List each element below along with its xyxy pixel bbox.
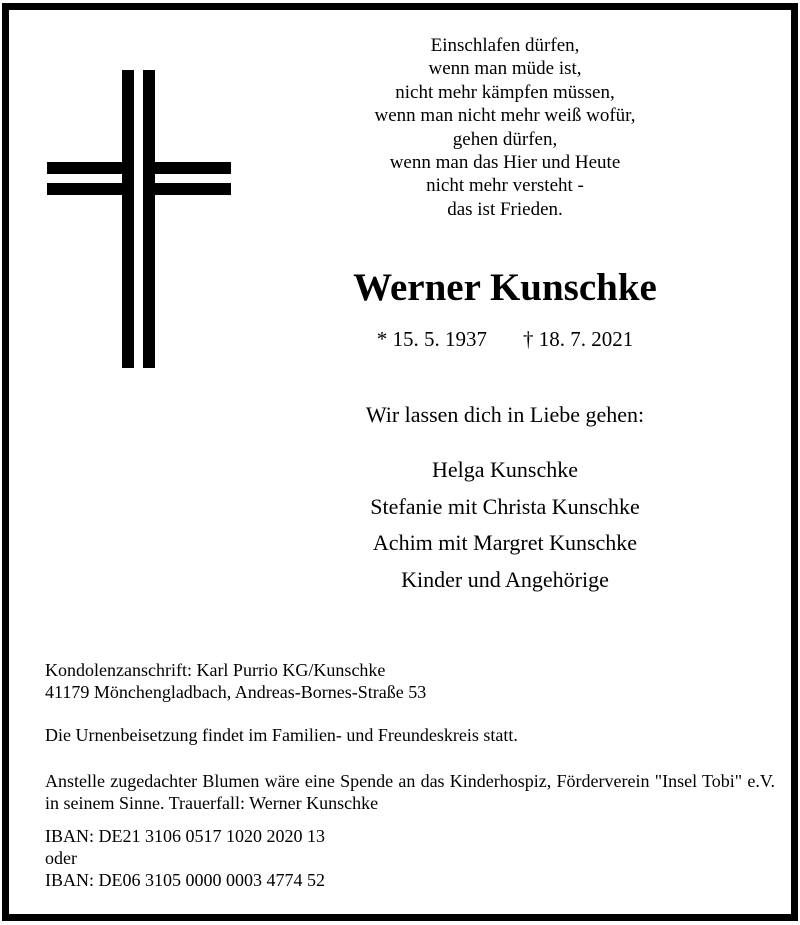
poem: [330, 34, 680, 221]
iban-2: IBAN: DE06 3105 0000 0003 4774 52: [45, 870, 325, 890]
donation-text: Anstelle zugedachter Blumen wäre eine Spende an das Kinderhospiz, Förderverein "Insel Tobi" e.V. in seinem Sinne. Trauerfall: Werner Kunschke: [45, 771, 775, 813]
family-member: Helga Kunschke: [431, 457, 578, 482]
bank-details: [45, 825, 775, 891]
family-member: Stefanie mit Christa Kunschke: [370, 493, 640, 519]
condolence-line-1: Kondolenzanschrift: Karl Purrio KG/Kunschke: [45, 660, 386, 680]
iban-or: oder: [45, 848, 77, 868]
family-list: [310, 452, 700, 598]
birth-date: * 15. 5. 1937: [376, 327, 487, 351]
burial-note: Die Urnenbeisetzung findet im Familien- und Freundeskreis statt.: [45, 725, 518, 745]
poem-line: gehen dürfen,: [452, 128, 558, 150]
iban-1: IBAN: DE21 3106 0517 1020 2020 13: [45, 826, 325, 846]
condolence-address: [45, 659, 775, 703]
poem-line: wenn man das Hier und Heute: [389, 152, 621, 174]
poem-line: das ist Frieden.: [447, 198, 563, 220]
deceased-name: Werner Kunschke: [353, 266, 657, 309]
condolence-line-2: 41179 Mönchengladbach, Andreas-Bornes-Straße 53: [45, 682, 427, 702]
poem-line: wenn man müde ist,: [428, 58, 582, 80]
poem-line: Einschlafen dürfen,: [430, 35, 580, 56]
poem-line: nicht mehr versteht -: [426, 175, 584, 197]
death-date: † 18. 7. 2021: [523, 327, 634, 351]
poem-line: nicht mehr kämpfen müssen,: [395, 81, 615, 103]
poem-line: wenn man nicht mehr weiß wofür,: [374, 105, 636, 127]
farewell-line: Wir lassen dich in Liebe gehen:: [365, 402, 645, 427]
life-dates: [330, 325, 680, 353]
family-member: Achim mit Margret Kunschke: [372, 530, 638, 555]
family-member: Kinder und Angehörige: [401, 566, 609, 592]
